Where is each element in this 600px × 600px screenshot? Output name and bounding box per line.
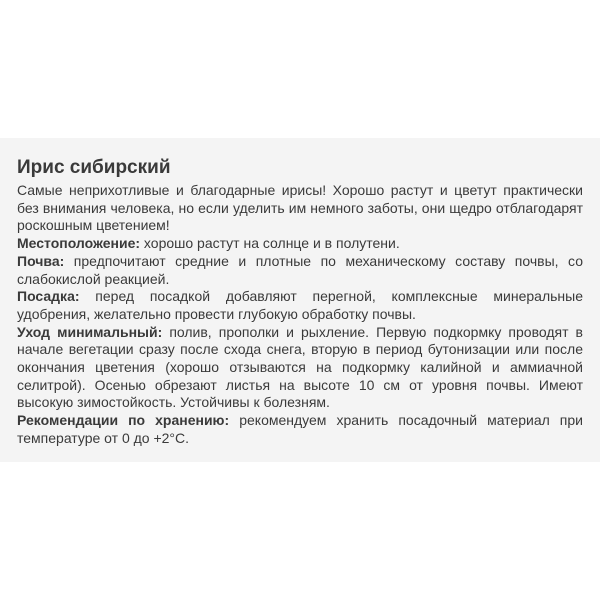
section-location [17,235,583,253]
intro-paragraph: Самые неприхотливые и благодарные ирисы! Хорошо растут и цветут практически без внимания человека, но если уделить им немного заботы, они щедро отблагодарят роскошным цветением! [17,182,583,234]
section-soil [17,253,583,288]
section-label: Почва: [17,252,65,269]
section-text: хорошо растут на солнце и в полутени. [140,235,400,252]
section-storage [17,412,583,447]
section-label: Посадка: [17,288,80,305]
section-label: Уход минимальный: [17,323,163,340]
section-text: предпочитают средние и плотные по механическому составу почвы, со слабокислой реакцией. [17,252,583,287]
section-care [17,324,583,413]
section-text: рекомендуем хранить посадочный материал при температуре от 0 до +2°С. [17,412,583,446]
section-text: полив, прополки и рыхление. Первую подкормку проводят в начале вегетации сразу после схода снега, вторую в период бутонизации или после окончания цветения (хорошо отзываются на подкормку калийной и аммиачной селитрой). Осенью обрезают листья на высоте 10 см от уровня почвы. Имеют высокую зимостойкость. Устойчивы к болезням. [17,323,583,411]
section-label: Рекомендации по хранению: [17,412,230,429]
section-text: перед посадкой добавляют перегной, комплексные минеральные удобрения, желательно провести глубокую обработку почвы. [17,288,583,322]
section-label: Местоположение: [17,235,141,252]
product-title: Ирис сибирский [17,157,171,178]
section-planting [17,288,583,323]
description-block [17,156,583,448]
